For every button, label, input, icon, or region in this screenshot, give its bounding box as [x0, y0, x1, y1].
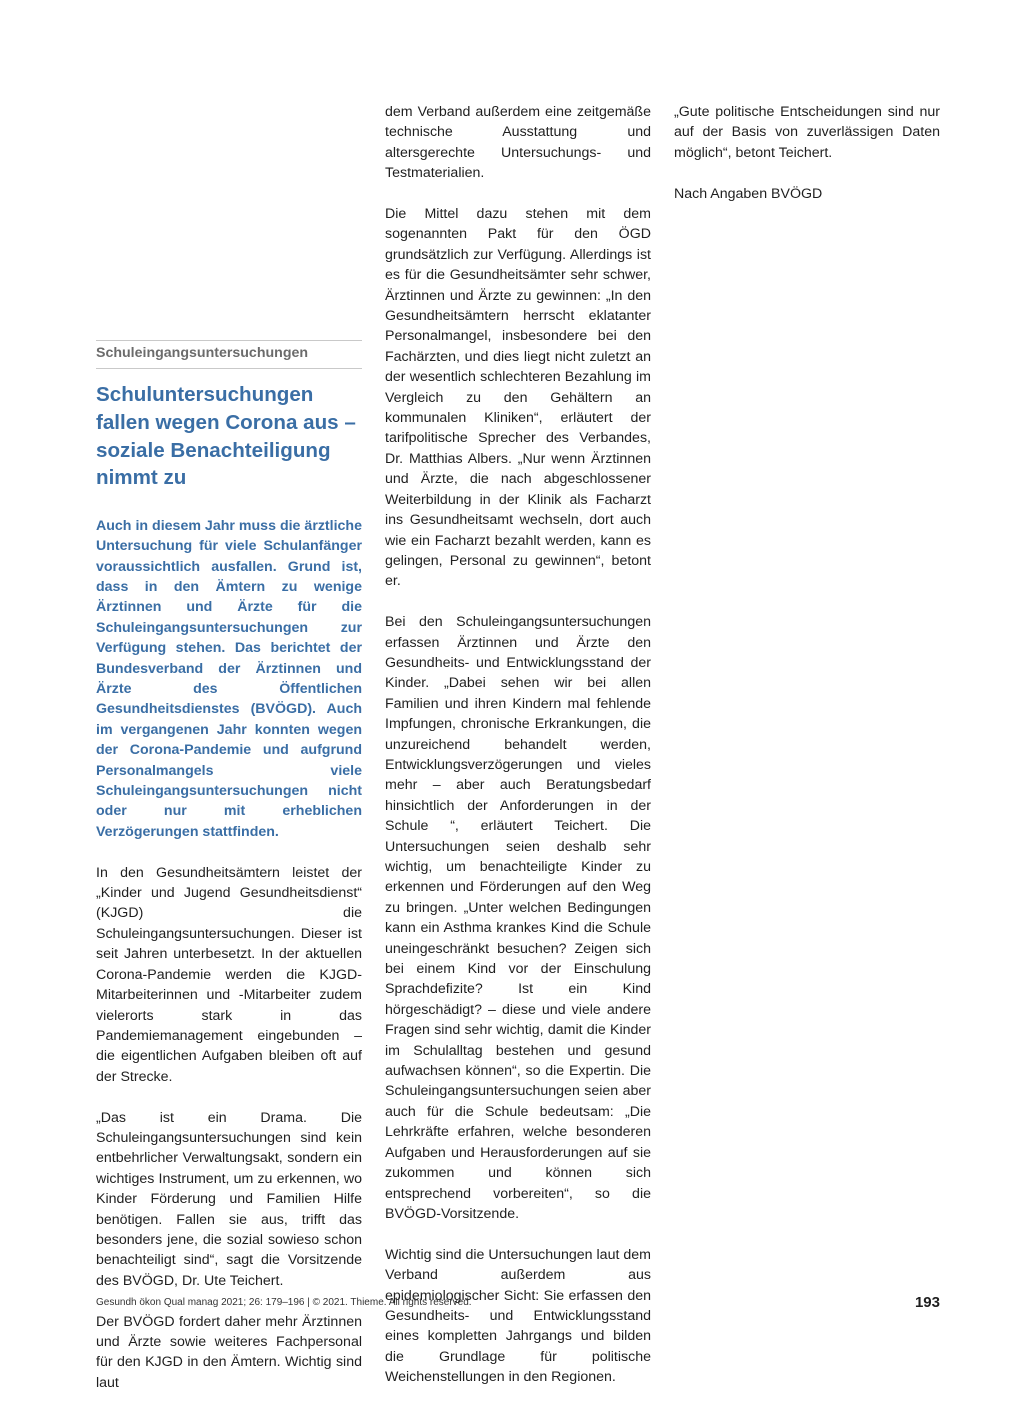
column-right [674, 102, 940, 224]
page-number: 193 [914, 1294, 940, 1311]
paragraph: dem Verband außerdem eine zeitgemäße technische Ausstattung und altersgerechte Untersuchungs- und Testmaterialien. [385, 104, 651, 182]
article-headline: Schuluntersuchungen fallen wegen Corona aus – soziale Benachteiligung nimmt zu [96, 383, 356, 490]
paragraph: Die Mittel dazu stehen mit dem sogenannten Pakt für den ÖGD grundsätzlich zur Verfügung. Allerdings ist es für die Gesundheitsämter sehr schwer, Ärztinnen und Ärzte zu gewinnen: „In den Gesundheitsämtern herrscht eklatanter Personalmangel, insbesondere bei den Fachärzten, und dies liegt nicht zuletzt an der wesentlich schlechteren Bezahlung im Vergleich zu den Gehältern an kommunalen Kliniken“, erläutert der tarifpolitische Sprecher des Verbandes, Dr. Matthias Albers. „Nur wenn Ärztinnen und Ärzte, die nach abgeschlossener Weiterbildung in der Klinik als Facharzt ins Gesundheitsamt wechseln, dort auch wie ein Facharzt bezahlt werden, kann es gelingen, Personal zu gewinnen“, betont er. [385, 206, 651, 590]
paragraph: Bei den Schuleingangsuntersuchungen erfassen Ärztinnen und Ärzte den Gesundheits- und Entwicklungsstand der Kinder. „Dabei sehen wir bei allen Familien und ihren Kindern mal fehlende Impfungen, chronische Erkrankungen, die unzureichend behandelt werden, Entwicklungsverzögerungen und vieles mehr – aber auch Beratungsbedarf hinsichtlich der Anforderungen in der Schule “, erläutert Teichert. Die Untersuchungen seien deshalb sehr wichtig, um benachteiligte Kinder zu erkennen und Förderungen auf den Weg zu bringen. „Unter welchen Bedingungen kann ein Asthma krankes Kind die Schule uneingeschränkt besuchen? Zeigen sich bei einem Kind vor der Einschulung Sprachdefizite? Ist ein Kind hörgeschädigt? – diese und viele andere Fragen sind sehr wichtig, damit die Kinder im Schulalltag bestehen und gesund aufwachsen können“, so die Expertin. Die Schuleingangsuntersuchungen seien aber auch für die Schule bedeutsam: „Die Lehrkräfte erfahren, welche besonderen Aufgaben und Herausforderungen auf sie zukommen und können sich entsprechend vorbereiten“, so die BVÖGD-Vorsitzende. [385, 614, 651, 1222]
paragraph: Der BVÖGD fordert daher mehr Ärztinnen und Ärzte sowie weiteres Fachpersonal für den KJGD in den Ämtern. Wichtig sind laut [96, 1313, 362, 1391]
paragraph: In den Gesundheitsämtern leistet der „Kinder und Jugend Gesundheitsdienst“ (KJGD) die Schuleingangsuntersuchungen. Dieser ist seit Jahren unterbesetzt. In der aktuellen Corona-Pandemie werden die KJGD-Mitarbeiterinnen und -Mitarbeiter zudem vielerorts stark in das Pandemiemanagement eingebunden – die eigentlichen Aufgaben bleiben oft auf der Strecke. [96, 864, 362, 1085]
paragraph: „Gute politische Entscheidungen sind nur auf der Basis von zuverlässigen Daten möglich“, betont Teichert. [674, 104, 940, 161]
article-lead: Auch in diesem Jahr muss die ärztliche Untersuchung für viele Schulanfänger voraussichtlich ausfallen. Grund ist, dass in den Ämtern zu wenige Ärztinnen und Ärzte für die Schuleingangsuntersuchungen zur Verfügung stehen. Das berichtet der Bundesverband der Ärztinnen und Ärzte des Öffentlichen Gesundheitsdienstes (BVÖGD). Auch im vergangenen Jahr konnten wegen der Corona-Pandemie und aufgrund Personalmangels viele Schuleingangsuntersuchungen nicht oder nur mit erheblichen Verzögerungen stattfinden. [96, 517, 362, 840]
paragraph: „Das ist ein Drama. Die Schuleingangsuntersuchungen sind kein entbehrlicher Verwaltungsakt, sondern ein wichtiges Instrument, um zu erkennen, wo Kinder Förderung und Familien Hilfe benötigen. Fallen sie aus, trifft das besonders jene, die sozial sowieso schon benachteiligt sind“, sagt die Vorsitzende des BVÖGD, Dr. Ute Teichert. [96, 1109, 362, 1289]
paragraph: Wichtig sind die Untersuchungen laut dem Verband außerdem aus epidemiologischer Sicht: Sie erfassen den Gesundheits- und Entwicklungsstand eines kompletten Jahrgangs und bilden die Grundlage für politische Weichenstellungen in den Regionen. [385, 1246, 651, 1386]
column-left [96, 340, 362, 1414]
footer-citation: Gesundh ökon Qual manag 2021; 26: 179–196 | © 2021. Thieme. All rights reserved. [96, 1297, 472, 1308]
column-middle [385, 102, 651, 1408]
section-rubric: Schuleingangsuntersuchungen [96, 340, 362, 369]
source-note: Nach Angaben BVÖGD [674, 185, 823, 202]
